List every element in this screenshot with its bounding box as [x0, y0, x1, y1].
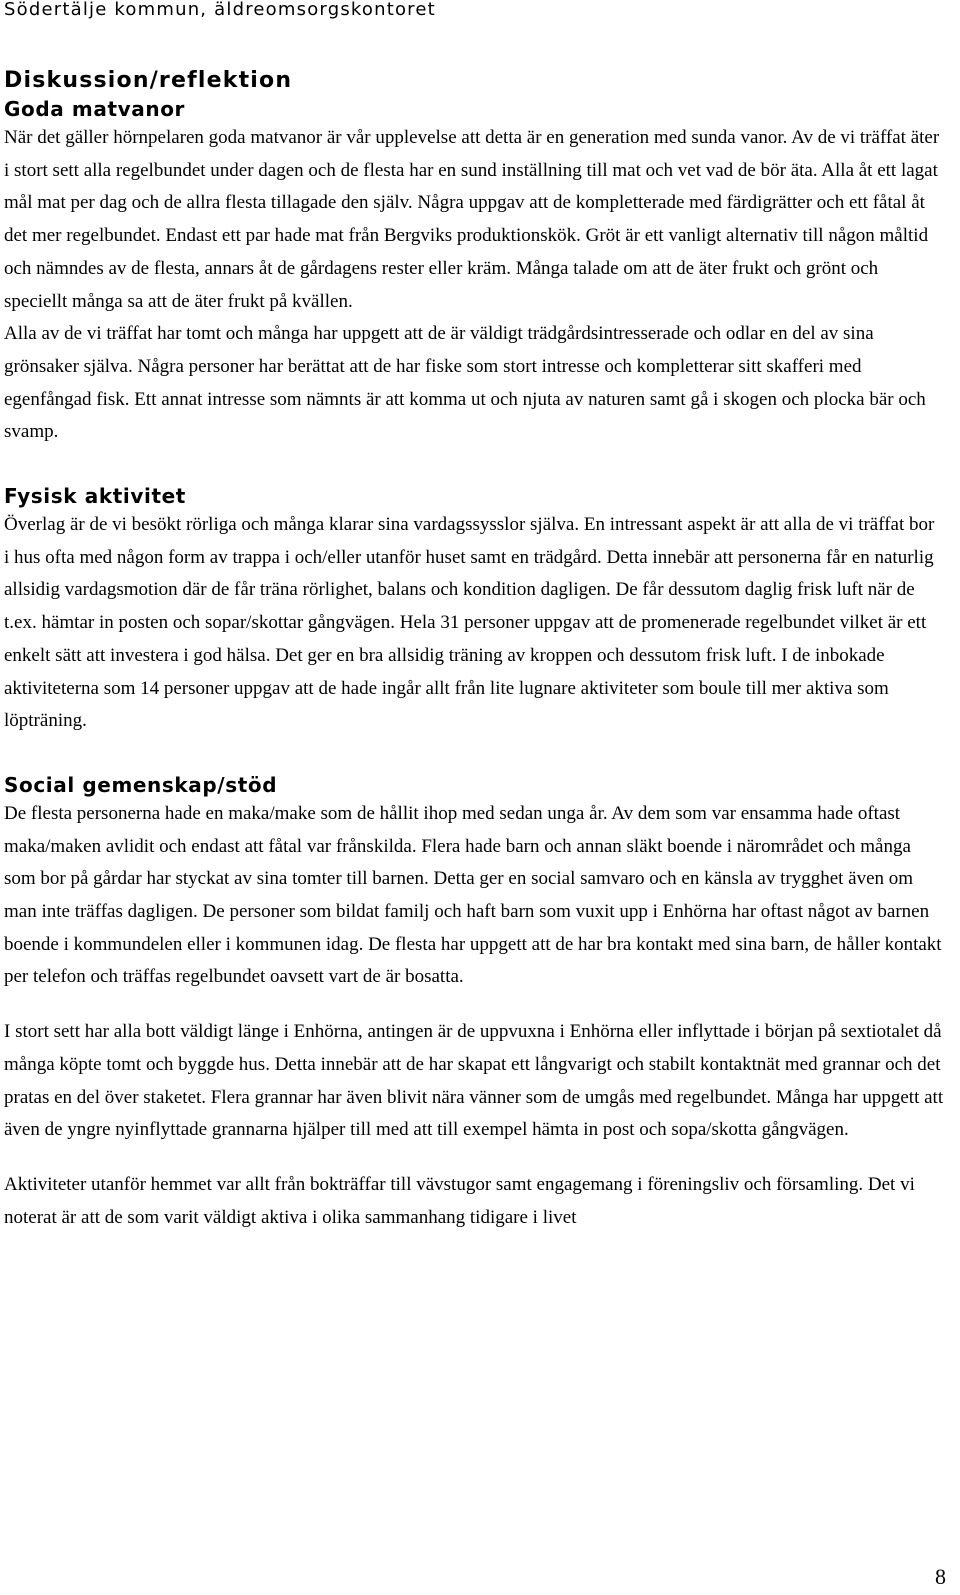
subsection-heading-fysisk-aktivitet: Fysisk aktivitet [4, 484, 186, 509]
paragraph-goda-matvanor-1: När det gäller hörnpelaren goda matvanor är vår upplevelse att detta är en generation med sunda vanor. Av de vi träffat äter i stort sett alla regelbundet under dagen och de flesta har en sund inställning till mat och vet vad de bör äta. Alla åt ett lagat mål mat per dag och de allra flesta tillagade den själv. Några uppgav att de kompletterade med färdigrätter och ett fåtal åt det mer regelbundet. Endast ett par hade mat från Bergviks produktionskök. Gröt är ett vanligt alternativ till någon måltid och nämndes av de flesta, annars åt de gårdagens rester eller kräm. Många talade om att de äter frukt och grönt och speciellt många sa att de äter frukt på kvällen. [4, 127, 940, 312]
page-number: 8 [935, 1564, 946, 1589]
paragraph-social-gemenskap-2: I stort sett har alla bott väldigt länge i Enhörna, antingen är de uppvuxna i Enhörna eller inflyttade i början på sextiotalet då många köpte tomt och byggde hus. Detta innebär att de har skapat ett långvarigt och stabilt kontaktnät med grannar och det pratas en del över staketet. Flera grannar har även blivit nära vänner som de umgås med regelbundet. Många har uppgett att även de yngre nyinflyttade grannarna hjälper till med att till exempel hämta in post och sopa/skotta gångvägen. [4, 1021, 944, 1141]
section-title: Diskussion/reflektion [4, 68, 293, 93]
subsection-heading-goda-matvanor: Goda matvanor [4, 97, 186, 121]
paragraph-goda-matvanor-2: Alla av de vi träffat har tomt och många har uppgett att de är väldigt trädgårdsintresserade och odlar en del av sina grönsaker själva. Några personer har berättat att de har fiske som stort intresse och kompletterar sitt skafferi med egenfångad fisk. Ett annat intresse som nämnts är att komma ut och njuta av naturen samt gå i skogen och plocka bär och svamp. [4, 323, 926, 443]
paragraph-social-gemenskap-3: Aktiviteter utanför hemmet var allt från bokträffar till vävstugor samt engagemang i föreningsliv och församling. Det vi noterat är att de som varit väldigt aktiva i olika sammanhang tidigare i livet [4, 1173, 915, 1228]
paragraph-spacer [4, 994, 944, 1016]
paragraph-fysisk-aktivitet-1: Överlag är de vi besökt rörliga och många klarar sina vardagssysslor själva. En intressant aspekt är att alla de vi träffat bor i hus ofta med någon form av trappa i och/eller utanför huset samt en trädgård. Detta innebär att personerna får en naturlig allsidig vardagsmotion där de får träna rörlighet, balans och kondition dagligen. De får dessutom daglig frisk luft när de t.ex. hämtar in posten och sopar/skottar gångvägen. Hela 31 personer uppgav att de promenerade regelbundet vilket är ett enkelt sätt att investera i god hälsa. Det ger en bra allsidig träning av kroppen och dessutom frisk luft. I de inbokade aktiviteterna som 14 personer uppgav att de hade ingår allt från lite lugnare aktiviteter som boule till mer aktiva som löpträning. [4, 514, 935, 732]
document-body [4, 66, 944, 1234]
paragraph-social-gemenskap-1: De flesta personerna hade en maka/make som de hållit ihop med sedan unga år. Av dem som var ensamma hade oftast maka/maken avlidit och endast att fåtal var frånskilda. Flera hade barn och annan släkt boende i närområdet och många som bor på gårdar har styckat av sina tomter till barnen. Detta ger en social samvaro och en känsla av trygghet även om man inte träffas dagligen. De personer som bildat familj och haft barn som vuxit upp i Enhörna har oftast något av barnen boende i kommundelen eller i kommunen idag. De flesta har uppgett att de har bra kontakt med sina barn, de håller kontakt per telefon och träffas regelbundet oavsett vart de är bosatta. [4, 802, 942, 988]
subsection-heading-social-gemenskap: Social gemenskap/stöd [4, 772, 278, 797]
section-spacer [4, 449, 944, 483]
paragraph-spacer [4, 1147, 944, 1169]
document-header: Södertälje kommun, äldreomsorgskontoret [4, 0, 436, 20]
section-spacer [4, 738, 944, 772]
